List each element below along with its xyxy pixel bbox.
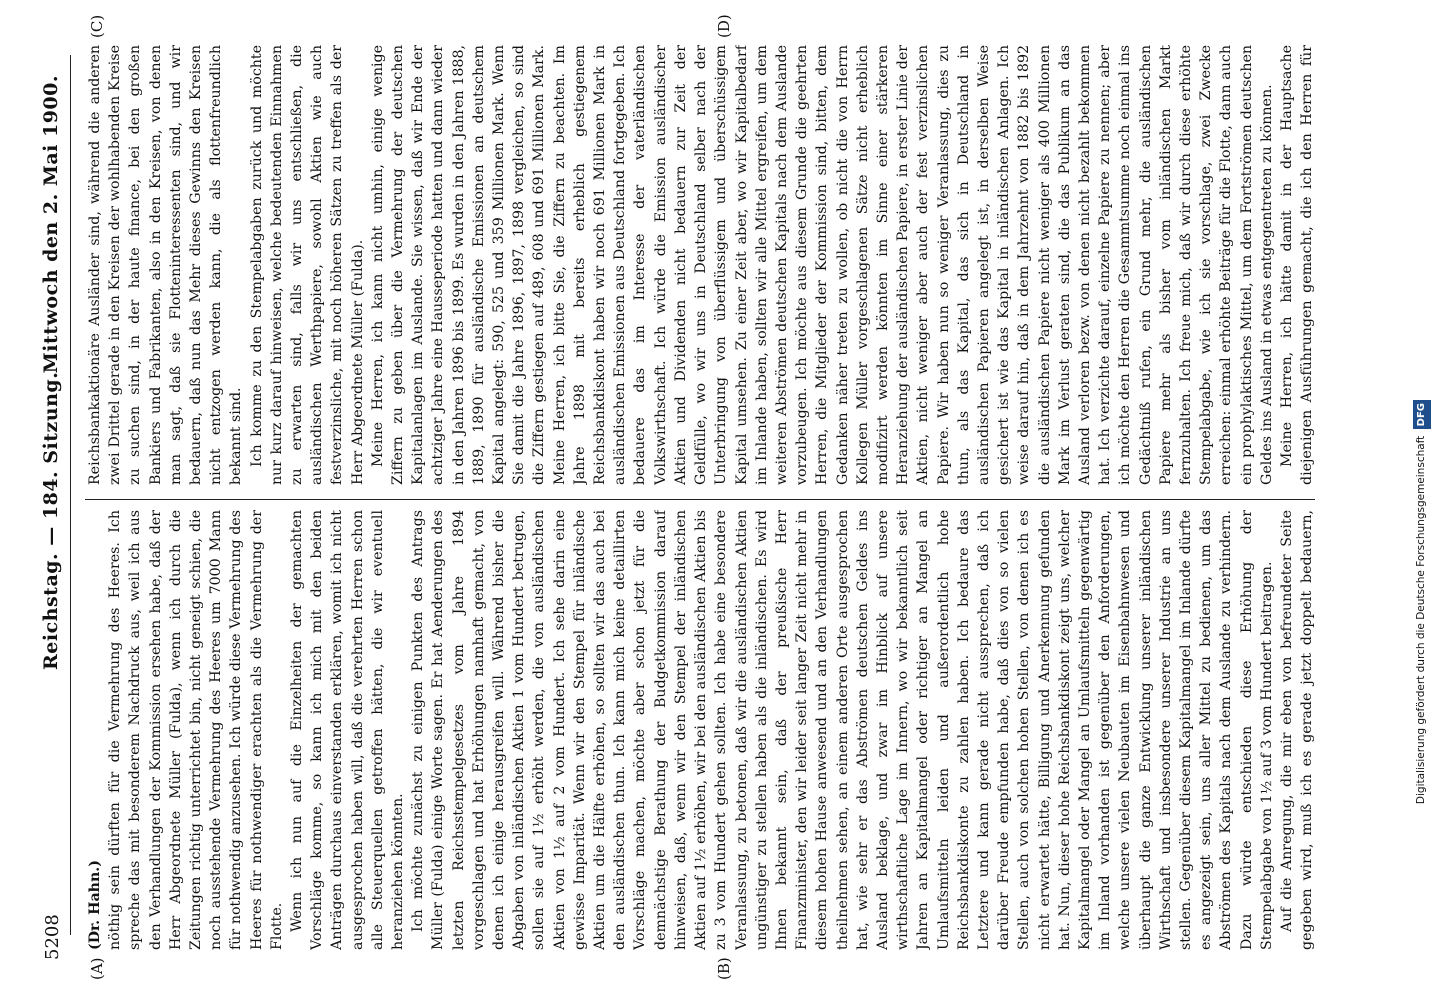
- column-divider: [85, 499, 1315, 500]
- left-column: [85, 510, 1315, 950]
- page-header: [20, 55, 80, 960]
- speaker-label: [85, 510, 105, 950]
- left-paragraph-3: Ich möchte zunächst zu einigen Punkten des Antrags Müller (Fulda) einige Worte sagen. Er hat Aenderungen des letzten Reichsstempelgesetzes vom Jahre 1894 vorgeschlagen und hat Erhöhungen namhaft gemacht, von denen ich einige herausgreifen will. Während bisher die Abgaben von inländischen Aktien 1 vom Hundert betrugen, sollen sie auf 1½ erhöht werden, die von ausländischen Aktien von 1½ auf 2 vom Hundert. Ich sehe darin eine gewisse Imparität. Wenn wir den Stempel für inländische Aktien um die Hälfte erhöhen, so sollten wir das auch bei den ausländischen thun. Ich kann mich keine detaillirten Vorschläge machen, möchte aber schon jetzt für die demnächstige Berathung der Budgetkommission darauf hinweisen, daß, wenn wir den Stempel der inländischen Aktien auf 1½ erhöhen, wir bei den ausländischen Aktien bis zu 3 vom Hundert gehen sollten. Ich habe eine besondere Veranlassung, zu betonen, daß wir die ausländischen Aktien ungünstiger zu stellen haben als die inländischen. Es wird Ihnen bekannt sein, daß der preußische Herr Finanzminister, den wir leider seit langer Zeit nicht mehr in diesem hohen Hause anwesend und an den Verhandlungen theilnehmen sehen, an einem anderen Orte ausgesprochen hat, wie sehr er das Abströmen deutschen Geldes ins Ausland beklage, und zwar im Hinblick auf unsere wirthschaftliche Lage im Innern, wo wir bekanntlich seit Jahren an Kapitalmangel oder richtiger an Mangel an Umlaufsmitteln leiden und außerordentlich hohe Reichsbankdiskonte zu zahlen haben. Ich bedaure das Letztere und kann gerade nicht aussprechen, daß ich darüber Freude empfunden habe, daß dies von so vielen Stellen, auch von solchen hohen Stellen, von denen ich es nicht erwartet hätte, Billigung und Anerkennung gefunden hat. Nun, dieser hohe Reichsbankdiskont zeigt uns, welcher Kapitalmangel oder Mangel an Umlaufsmitteln gegenwärtig im Inland vorhanden ist gegenüber den Anforderungen, welche unsere vielen Neubauten im Eisenbahnwesen und überhaupt die ganze Entwicklung unserer inländischen Wirthschaft und insbesondere unserer Industrie an uns stellen. Gegenüber diesem Kapitalmangel im Inlande dürfte es angezeigt sein, uns aller Mittel zu bedienen, um das Abströmen des Kapitals nach dem Auslande zu verhindern. Dazu würde entschieden diese Erhöhung der Stempelabgabe von 1½ auf 3 vom Hundert beitragen.: [410, 510, 1275, 950]
- right-paragraph-3: Meine Herren, ich kann nicht umhin, einige wenige Ziffern zu geben über die Vermehrung der deutschen Kapitalanlagen im Auslande. Sie wissen, daß wir Ende der achtziger Jahre eine Hausseperiode hatten und dann wieder in den Jahren 1896 bis 1899. Es wurden in den Jahren 1888, 1889, 1890 für ausländische Emissionen an deutschem Kapital angelegt: 590, 525 und 359 Millionen Mark. Wenn Sie damit die Jahre 1896, 1897, 1898 vergleichen, so sind die Ziffern gestiegen auf 489, 608 und 691 Millionen Mark. Meine Herren, ich bitte Sie, die Ziffern zu beachten. Im Jahre 1898 mit bereits erheblich gestiegenem Reichsbankdiskont haben wir noch 691 Millionen Mark in ausländischen Emissionen aus Deutschland fortgegeben. Ich bedauere das im Interesse der vaterländischen Volkswirthschaft. Ich würde die Emission ausländischer Aktien und Dividenden nicht bedauern zur Zeit der Geldfülle, wo wir uns in Deutschland selber nach der Unterbringung von überflüssigem und überschüssigem Kapital umsehen. Zu einer Zeit aber, wo wir Kapitalbedarf im Inlande haben, sollten wir alle Mittel ergreifen, um dem weiteren Abströmen deutschen Kapitals nach dem Auslande vorzubeugen. Ich möchte aus diesem Grunde die geehrten Herren, die Mitglieder der Kommission sind, bitten, dem Gedanken näher treten zu wollen, ob nicht die von Herrn Kollegen Müller vorgeschlagenen Sätze nicht erheblich modifizirt werden könnten im Sinne einer stärkeren Heranziehung der ausländischen Papiere, in erster Linie der Aktien, nicht weniger aber auch der fest verzinslichen Papiere. Wir haben nun so weniger Veranlassung, dies zu thun, als das Kapital, das sich in Deutschland in ausländischen Papieren angelegt ist, in derselben Weise gesichert ist wie das Kapital in inländischen Anlagen. Ich weise darauf hin, daß in dem Jahrzehnt von 1882 bis 1892 die ausländischen Papiere nicht weniger als 400 Millionen Mark im Verlust geraten sind, die das Publikum an das Ausland verloren bezw. von denen nicht bezahlt bekommen hat. Ich verzichte darauf, einzelne Papiere zu nennen; aber ich möchte den Herren die Gesammtsumme noch einmal ins Gedächtniß rufen, ein Grund mehr, die ausländischen Papiere mehr als bisher vom inländischen Markt fernzuhalten. Ich freue mich, daß wir durch diese erhöhte Stempelabgabe, wie ich sie vorschlage, zwei Zwecke erreichen: einmal erhöhte Beiträge für die Flotte, dann auch ein prophylaktisches Mittel, um dem Fortströmen deutschen Geldes ins Ausland in etwas entgegentreten zu können.: [369, 45, 1275, 485]
- right-column: [85, 45, 1315, 485]
- margin-marker-c: (C): [88, 14, 106, 38]
- right-paragraph-1: Reichsbankaktionäre Ausländer sind, während die anderen zwei Drittel gerade in den Kreisen der wohlhabenden Kreise zu suchen sind, in der haute finance, bei den großen Bankiers und Fabrikanten, also in den Kreisen, von denen man sagt, daß sie Flotteninteressenten sind, und wir bedauern, daß nun das Mehr dieses Gewinns den Kreisen nicht entzogen werden kann, die als flottenfreundlich bekannt sind.: [87, 45, 245, 485]
- margin-marker-a: (A): [88, 957, 106, 980]
- header-rule: [70, 55, 71, 935]
- digitization-text: Digitalisierung gefördert durch die Deutsche Forschungsgemeinschaft: [1415, 435, 1427, 805]
- speaker-name: (Dr. Hahn.): [87, 860, 103, 950]
- page-number: 5208: [42, 914, 63, 960]
- right-paragraph-4: Meine Herren, ich hätte damit in der Hauptsache diejenigen Ausführungen gemacht, die ich den Herren für: [1278, 45, 1315, 485]
- right-paragraph-2: Ich komme zu den Stempelabgaben zurück und möchte nur kurz darauf hinweisen, welche bedeutenden Einnahmen zu erwarten sind, falls wir uns entschließen, die ausländischen Werthpapiere, sowohl Aktien wie auch festverzinsliche, mit noch höheren Sätzen zu treffen als der Herr Abgeordnete Müller (Fulda).: [248, 45, 366, 485]
- left-paragraph-2: Wenn ich nun auf die Einzelheiten der gemachten Vorschläge komme, so kann ich mich mit den beiden Anträgen durchaus einverstanden erklären, womit ich nicht ausgesprochen haben will, daß die verehrten Herren schon alle Steuerquellen getroffen hätten, die wir eventuell heranziehen könnten.: [289, 510, 407, 950]
- digitization-note: [1412, 400, 1430, 1000]
- margin-marker-b: (B): [715, 957, 733, 980]
- page-date: Mittwoch den 2. Mai 1900.: [40, 75, 62, 374]
- margin-marker-d: (D): [715, 14, 733, 38]
- left-paragraph-4: Auf die Anregung, die mir eben von befreundeter Seite gegeben wird, muß ich es gerade jetzt doppelt bedauern,: [1278, 510, 1315, 950]
- page-title: Reichstag. — 184. Sitzung.: [40, 371, 62, 670]
- dfg-logo: DFG: [1413, 400, 1431, 429]
- left-paragraph-1: nöthig sein dürften für die Vermehrung des Heeres. Ich spreche das mit besonderem Nachdruck aus, weil ich aus den Verhandlungen der Kommission ersehen habe, daß der Herr Abgeordnete Müller (Fulda), wenn ich durch die Zeitungen richtig unterrichtet bin, nicht geneigt schien, die noch ausstehende Vermehrung des Heeres um 7000 Mann für nothwendig anzusehen. Ich würde diese Vermehrung des Heeres für nothwendiger erachten als die Vermehrung der Flotte.: [107, 510, 285, 950]
